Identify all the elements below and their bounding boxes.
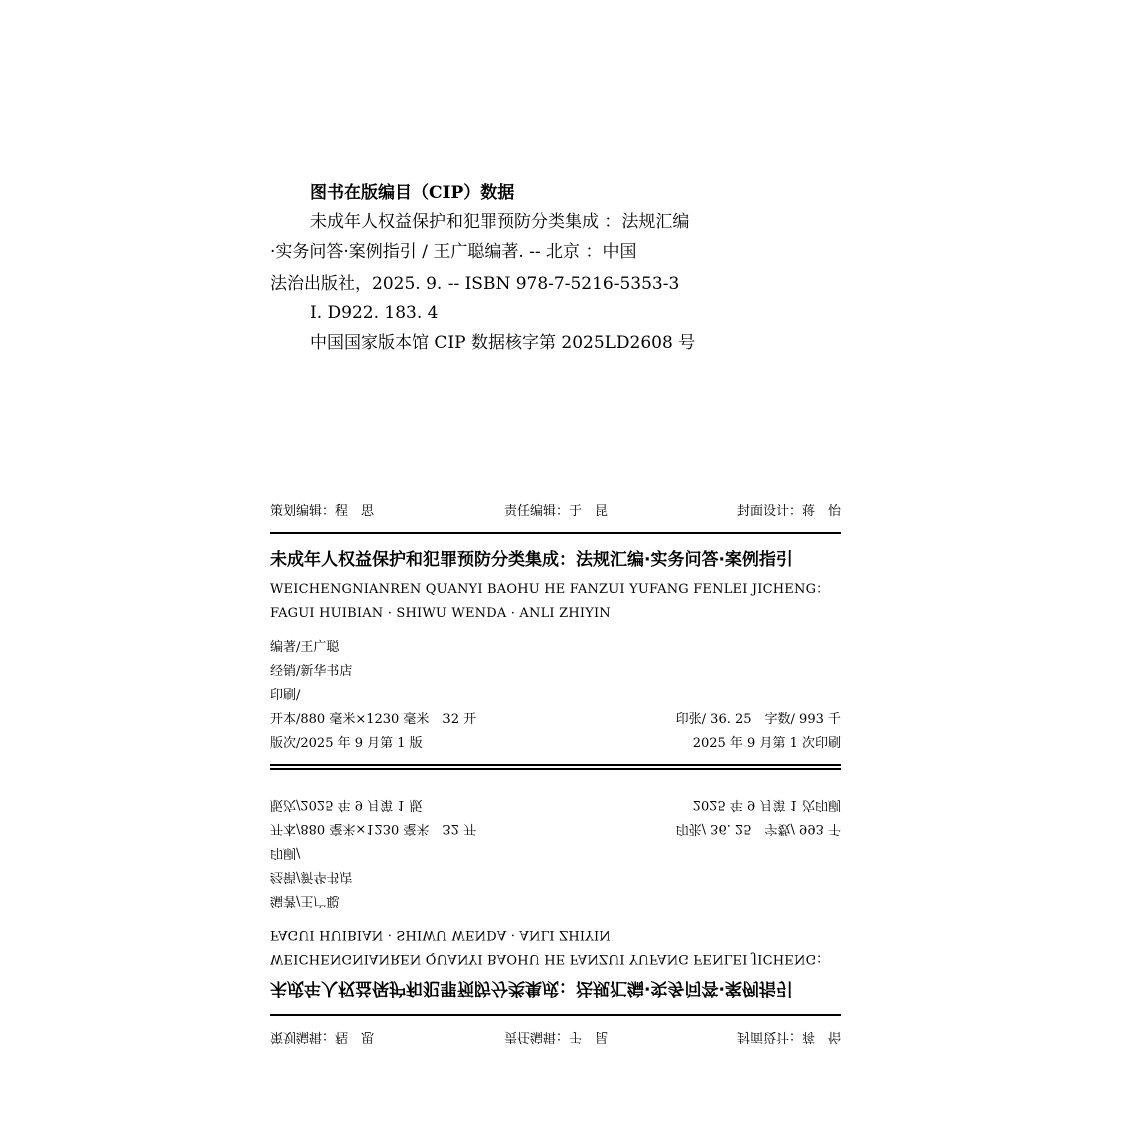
publication-info xyxy=(270,636,841,756)
reflection-format: 开本/880 毫米×1230 毫米 32 开 xyxy=(270,821,477,836)
planning-editor: 策划编辑：程 思 xyxy=(270,504,375,519)
double-divider xyxy=(270,764,841,770)
distributor: 经销/新华书店 xyxy=(270,664,353,679)
sheets-words: 印张/ 36. 25 字数/ 993 千 xyxy=(675,712,841,727)
reflection-credits-row xyxy=(270,1026,841,1052)
reflection-cover-designer: 封面设计：蒋 怡 xyxy=(736,1029,841,1044)
author: 编著/王广聪 xyxy=(270,640,340,655)
cip-line-5: 中国国家版本馆 CIP 数据核字第 2025LD2608 号 xyxy=(310,333,696,353)
printer: 印刷/ xyxy=(270,688,301,703)
cip-heading: 图书在版编目（CIP）数据 xyxy=(310,183,515,203)
reflection-responsible-editor: 责任编辑：于 昆 xyxy=(504,1029,609,1044)
reflection-printing: 2025 年 9 月第 1 次印刷 xyxy=(692,797,841,812)
reflection-book-title: 未成年人权益保护和犯罪预防分类集成：法规汇编·实务问答·案例指引 xyxy=(270,978,793,998)
reflection-publication-info xyxy=(270,792,841,912)
book-title-pinyin: WEICHENGNIANREN QUANYI BAOHU HE FANZUI YUFANG FENLEI JICHENG：FAGUI HUIBIAN · SHIWU WENDA · ANLI ZHIYIN xyxy=(270,582,830,621)
cip-line-1: 未成年人权益保护和犯罪预防分类集成 ：法规汇编 xyxy=(310,212,690,232)
reflection-printer: 印刷/ xyxy=(270,845,301,860)
responsible-editor: 责任编辑：于 昆 xyxy=(504,504,609,519)
colophon xyxy=(270,496,841,770)
reflection-book-title-pinyin: WEICHENGNIANREN QUANYI BAOHU HE FANZUI YUFANG FENLEI JICHENG：FAGUI HUIBIAN · SHIWU WENDA · ANLI ZHIYIN xyxy=(270,927,830,966)
reflection-distributor: 经销/新华书店 xyxy=(270,869,353,884)
cover-designer: 封面设计：蒋 怡 xyxy=(736,504,841,519)
book-title: 未成年人权益保护和犯罪预防分类集成：法规汇编·实务问答·案例指引 xyxy=(270,550,793,570)
edition: 版次/2025 年 9 月第 1 版 xyxy=(270,736,423,751)
reflection-author: 编著/王广聪 xyxy=(270,893,340,908)
cip-line-3: 法治出版社，2025. 9. -- ISBN 978-7-5216-5353-3 xyxy=(270,274,680,294)
colophon-reflection xyxy=(270,792,841,1052)
reflection-divider xyxy=(270,1014,841,1016)
cip-line-4: Ⅰ. D922. 183. 4 xyxy=(310,303,439,323)
divider xyxy=(270,532,841,534)
reflection-planning-editor: 策划编辑：程 思 xyxy=(270,1029,375,1044)
cip-line-2: ·实务问答·案例指引 / 王广聪编著. -- 北京 ：中国 xyxy=(270,242,637,262)
credits-row xyxy=(270,496,841,522)
printing: 2025 年 9 月第 1 次印刷 xyxy=(692,736,841,751)
reflection-sheets-words: 印张/ 36. 25 字数/ 993 千 xyxy=(675,821,841,836)
reflection-edition: 版次/2025 年 9 月第 1 版 xyxy=(270,797,423,812)
format: 开本/880 毫米×1230 毫米 32 开 xyxy=(270,712,477,727)
